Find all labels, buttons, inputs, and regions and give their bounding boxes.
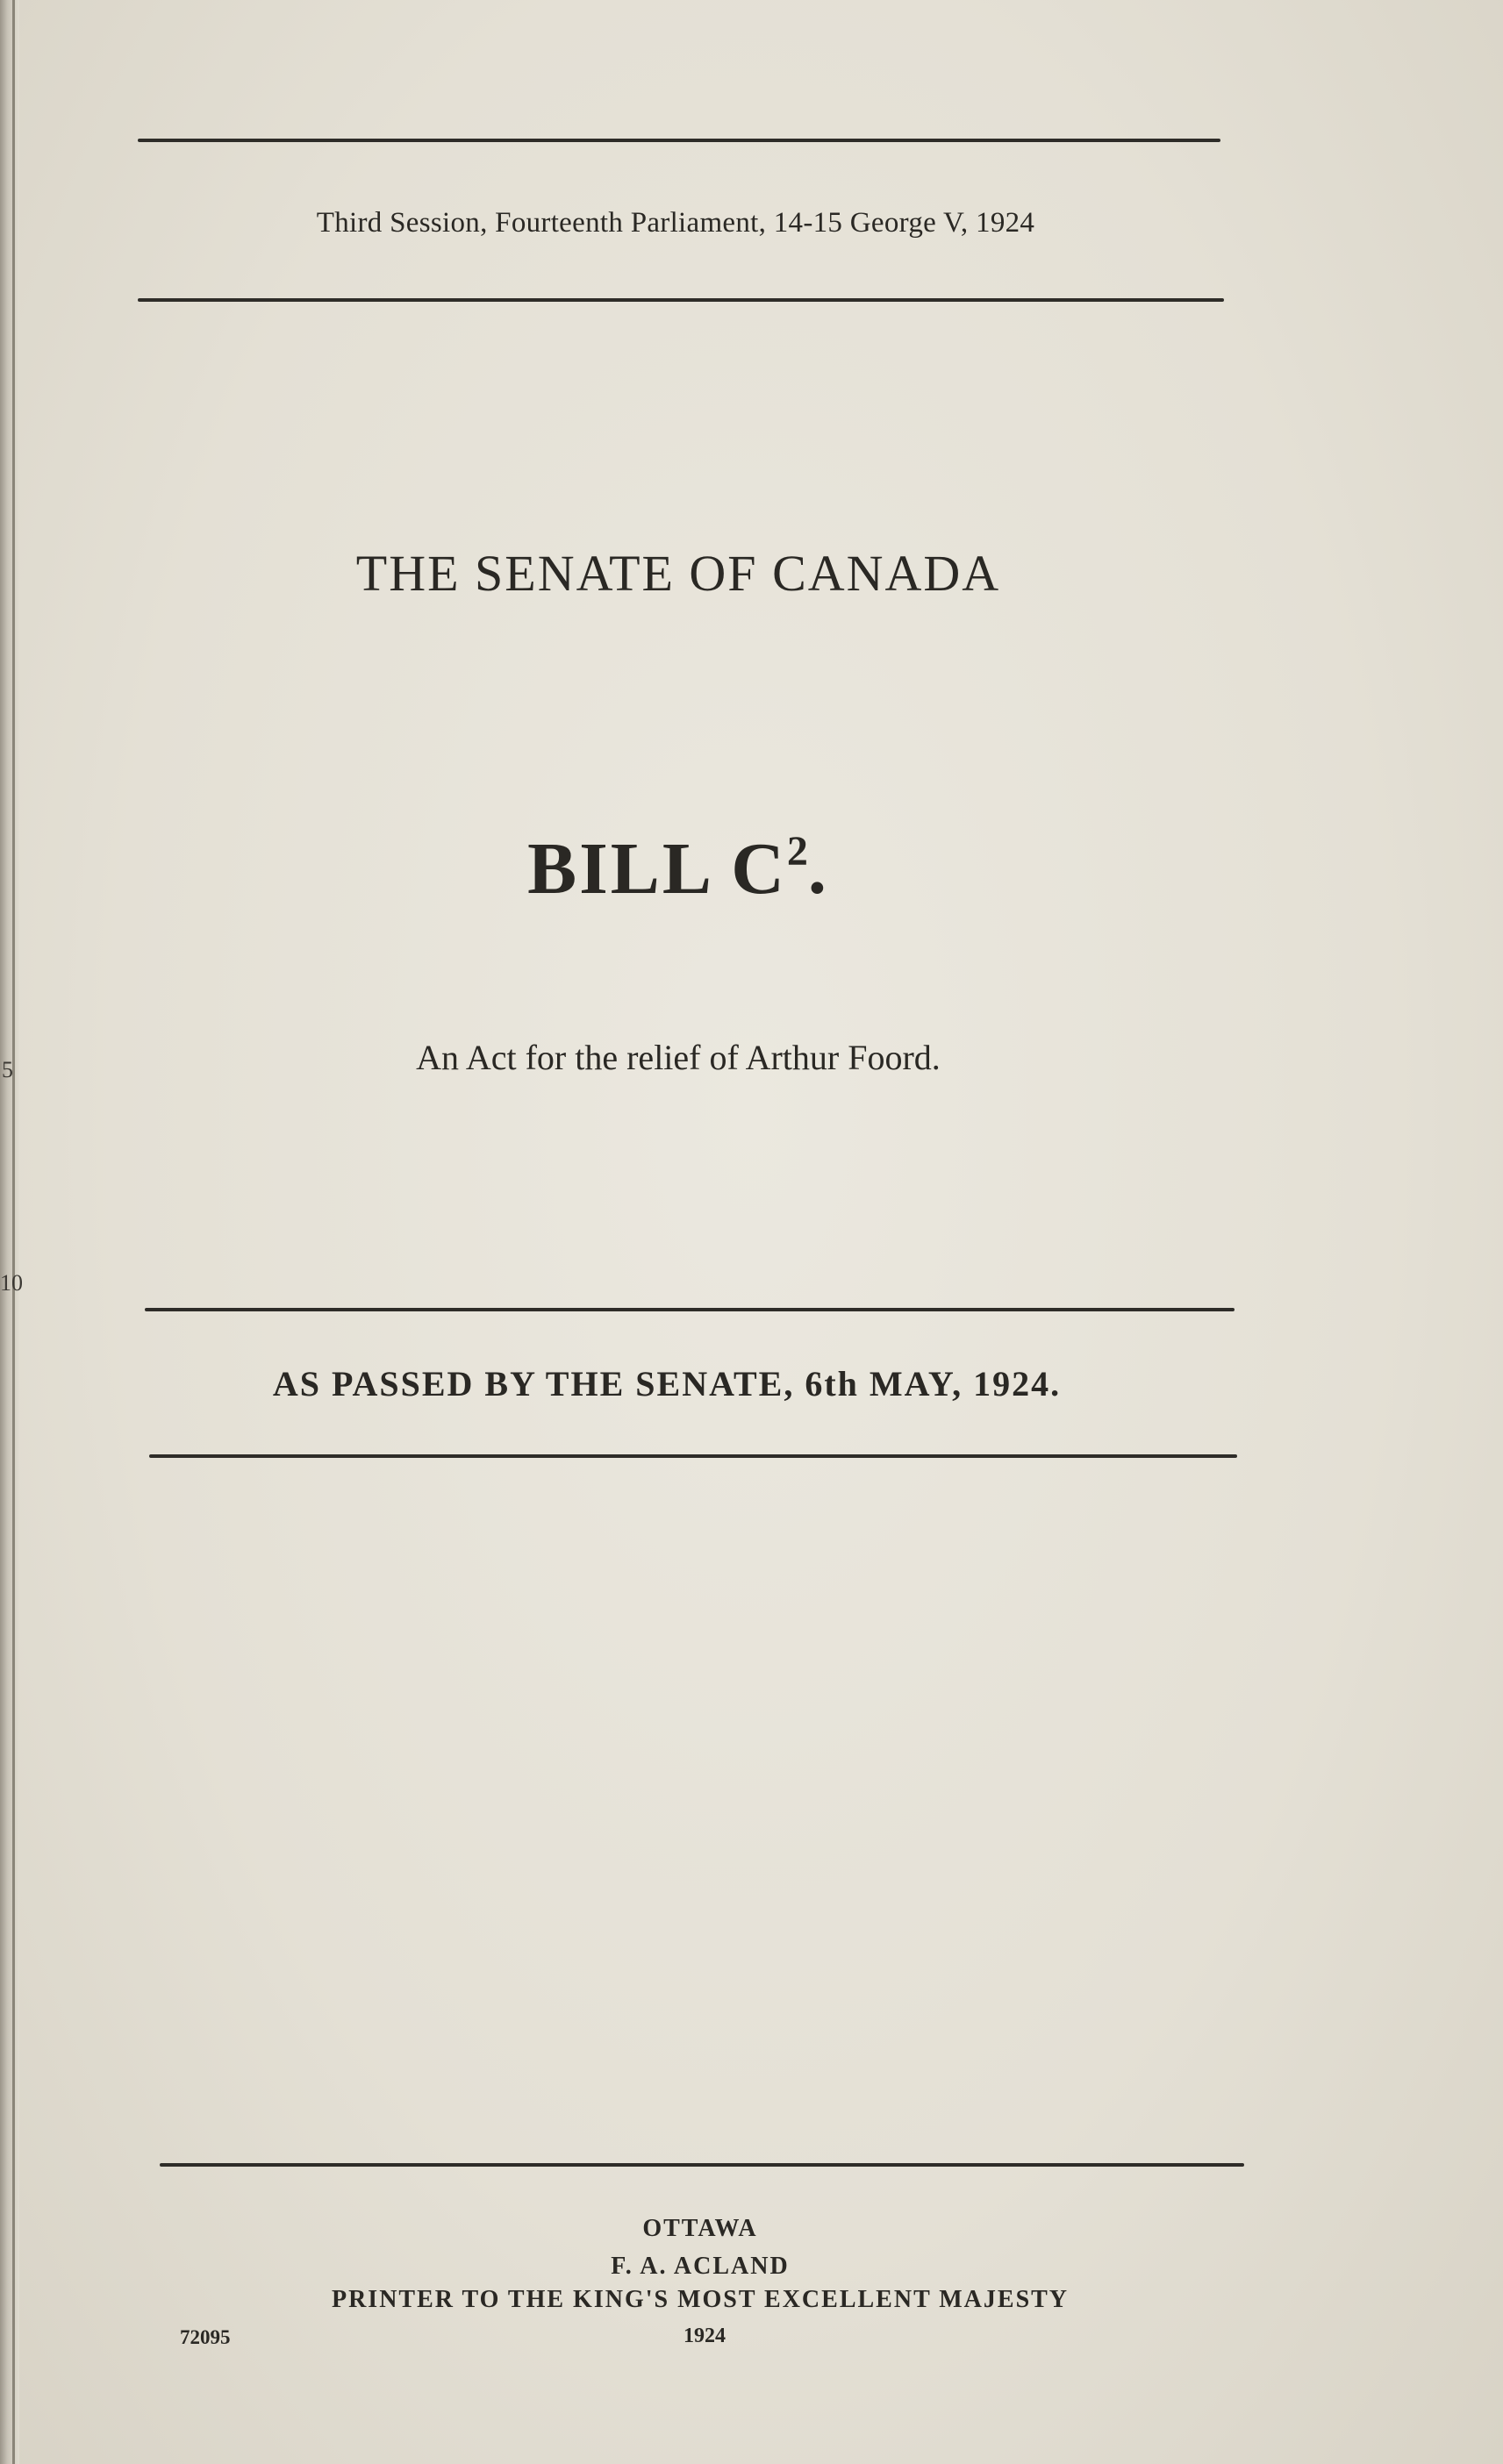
imprint-year: 1924	[684, 2325, 726, 2347]
session-rule	[138, 298, 1224, 302]
imprint-rule	[160, 2163, 1244, 2167]
print-number: 72095	[180, 2326, 231, 2348]
top-rule	[138, 139, 1220, 142]
bill-title	[0, 826, 1356, 911]
imprint-city: OTTAWA	[642, 2215, 758, 2242]
passed-bottom-rule	[149, 1454, 1237, 1458]
bill-title-suffix: .	[807, 828, 829, 910]
binding-line	[12, 0, 15, 2464]
margin-line-number-5: 5	[2, 1057, 13, 1082]
passed-line: AS PASSED BY THE SENATE, 6th MAY, 1924.	[272, 1364, 1062, 1403]
imprint-printer-title: PRINTER TO THE KING'S MOST EXCELLENT MAJESTY	[331, 2286, 1070, 2313]
passed-top-rule	[145, 1308, 1235, 1311]
act-title: An Act for the relief of Arthur Foord.	[416, 1038, 941, 1077]
imprint-printer-name: F. A. ACLAND	[611, 2253, 790, 2280]
margin-line-number-10: 10	[0, 1270, 23, 1296]
binding-edge	[0, 0, 19, 2464]
senate-heading: THE SENATE OF CANADA	[355, 545, 1001, 602]
session-line: Third Session, Fourteenth Parliament, 14-15 George V, 1924	[316, 207, 1035, 239]
bill-superscript: 2	[786, 828, 808, 875]
bill-title-text: BILL C	[527, 828, 787, 910]
